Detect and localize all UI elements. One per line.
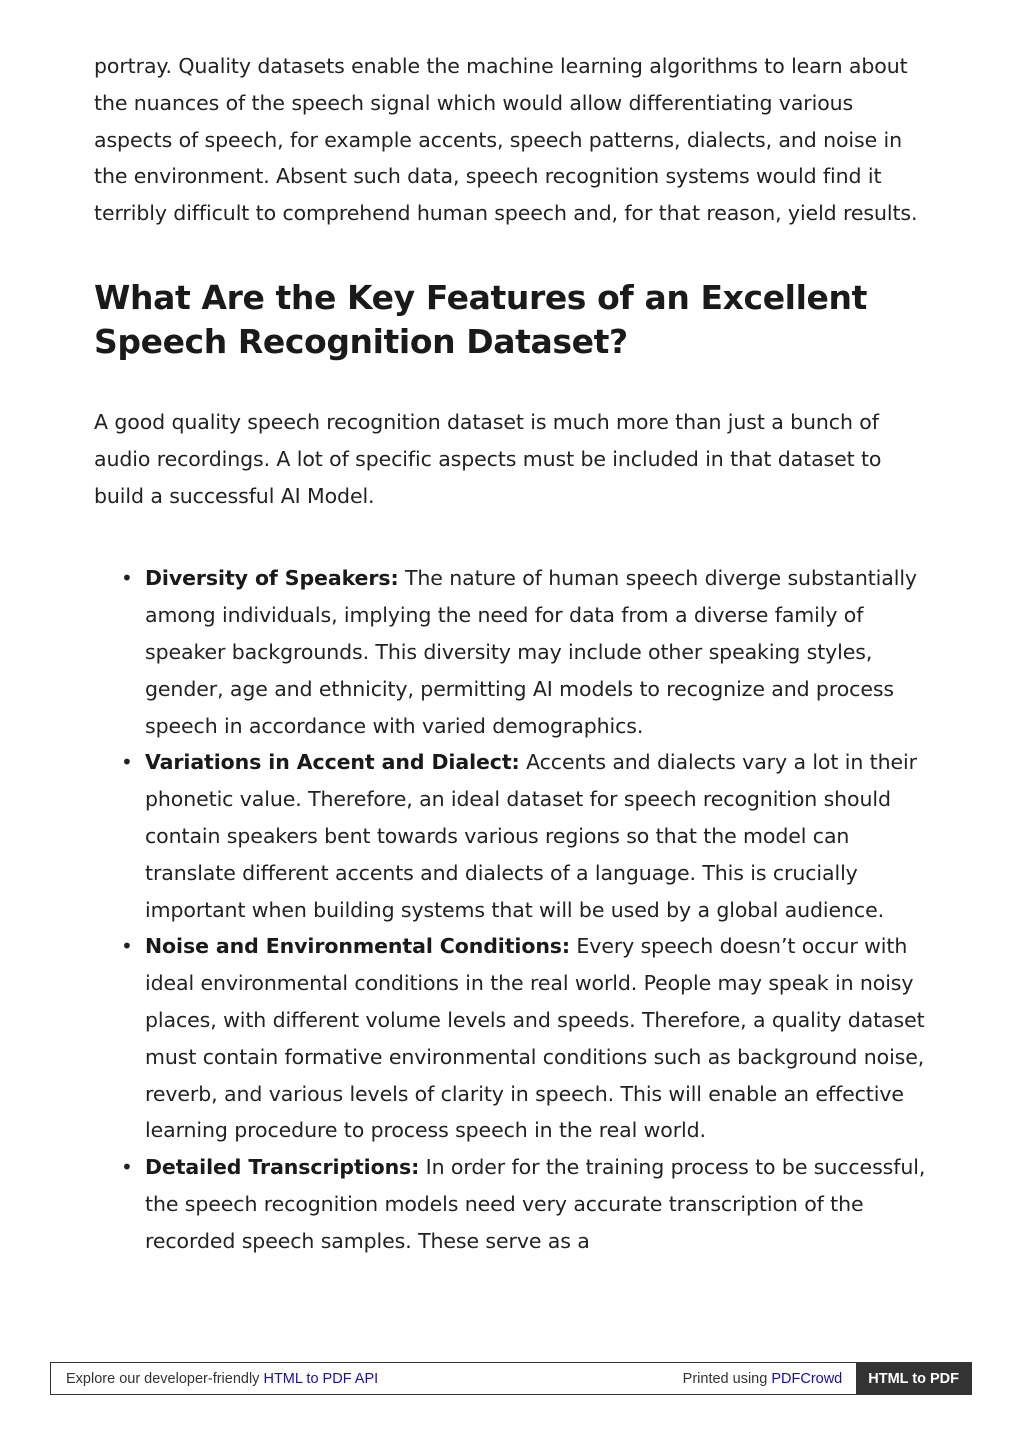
footer-explore-text: Explore our developer-friendly <box>66 1370 264 1387</box>
lead-paragraph: A good quality speech recognition dataset is much more than just a bunch of audio recordings. A lot of specific aspects must be included in that dataset to build a successful AI Model. <box>94 409 882 508</box>
intro-paragraph: portray. Quality datasets enable the machine learning algorithms to learn about the nuances of the speech signal which would allow differentiating various aspects of speech, for example accents, speech patterns, dialects, and noise in the environment. Absent such data, speech recognition systems would find it terribly difficult to comprehend human speech and, for that reason, yield results. <box>94 54 918 226</box>
footer-explore <box>51 1371 683 1387</box>
list-item <box>121 928 934 1149</box>
feature-title: Diversity of Speakers: <box>145 566 399 591</box>
article-content <box>94 48 934 1260</box>
bullet-icon: • <box>121 1155 133 1180</box>
features-list <box>94 560 934 1259</box>
pdfcrowd-link[interactable]: PDFCrowd <box>771 1370 843 1387</box>
feature-text: Accents and dialects vary a lot in their phonetic value. Therefore, an ideal dataset for speech recognition should contain speakers bent towards various regions so that the model can translate different accents and dialects of a language. This is crucially important when building systems that will be used by a global audience. <box>145 750 917 922</box>
html-to-pdf-button[interactable]: HTML to PDF <box>856 1363 971 1394</box>
feature-text: The nature of human speech diverge substantially among individuals, implying the need for data from a diverse family of speaker backgrounds. This diversity may include other speaking styles, gender, age and ethnicity, permitting AI models to recognize and process speech in accordance with varied demographics. <box>145 566 917 738</box>
html-to-pdf-api-link[interactable]: HTML to PDF API <box>263 1370 379 1387</box>
bullet-icon: • <box>121 750 133 775</box>
bullet-icon: • <box>121 934 133 959</box>
feature-title: Variations in Accent and Dialect: <box>145 750 520 775</box>
feature-text: Every speech doesn’t occur with ideal environmental conditions in the real world. People may speak in noisy places, with different volume levels and speeds. Therefore, a quality dataset must contain formative environmental conditions such as background noise, reverb, and various levels of clarity in speech. This will enable an effective learning procedure to process speech in the real world. <box>145 934 925 1143</box>
footer-printed-text: Printed using <box>682 1370 772 1387</box>
pdfcrowd-footer <box>50 1362 972 1395</box>
footer-printed <box>683 1371 857 1387</box>
section-heading: What Are the Key Features of an Excellent Speech Recognition Dataset? <box>94 277 867 361</box>
bullet-icon: • <box>121 566 133 591</box>
list-item <box>121 1149 934 1259</box>
feature-title: Noise and Environmental Conditions: <box>145 934 571 959</box>
list-item <box>121 744 934 928</box>
list-item <box>121 560 934 744</box>
feature-title: Detailed Transcriptions: <box>145 1155 420 1180</box>
feature-text: In order for the training process to be successful, the speech recognition models need very accurate transcription of the recorded speech samples. These serve as a <box>145 1155 926 1253</box>
